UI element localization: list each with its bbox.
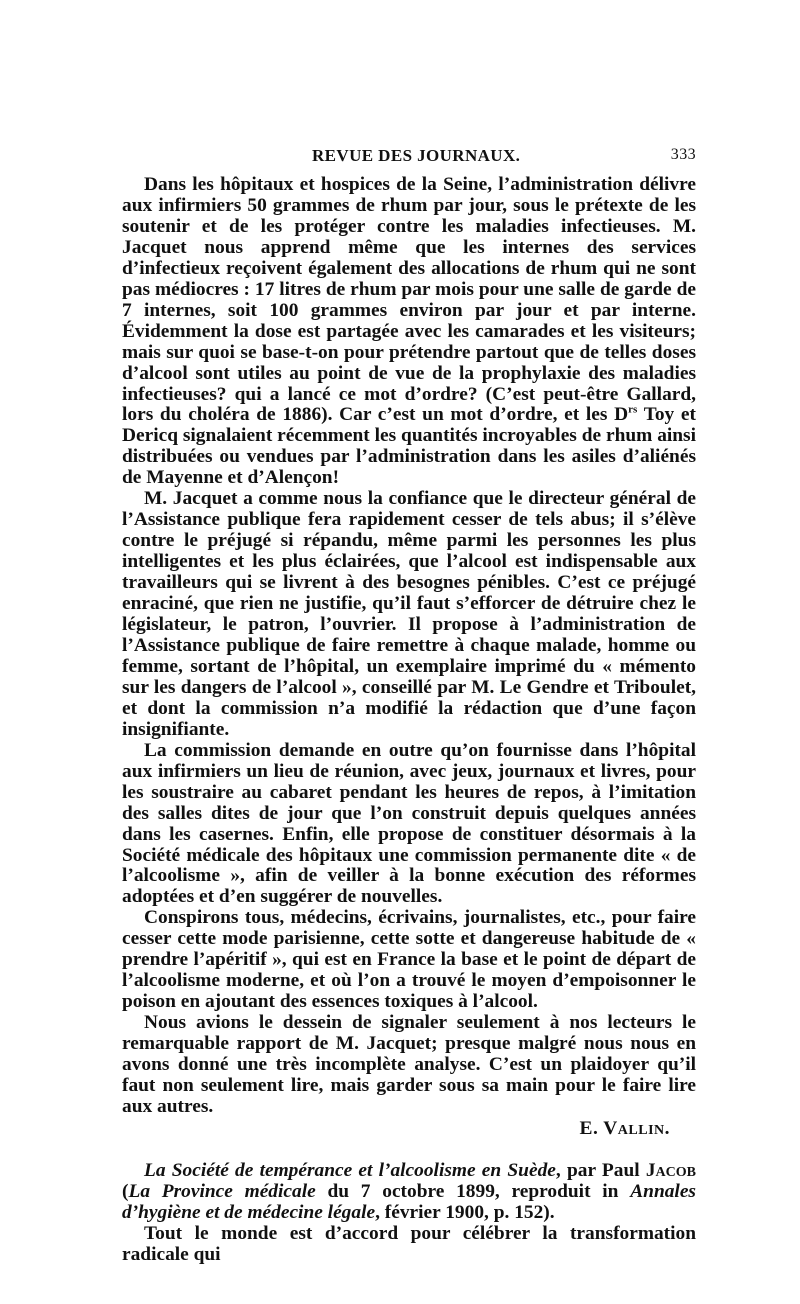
running-title: REVUE DES JOURNAUX. — [312, 146, 521, 165]
reference-entry — [122, 1161, 696, 1224]
doctors-abbrev: D — [614, 404, 629, 426]
paragraph-1-text: Dans les hôpitaux et hospices de la Seine, l’administration délivre aux infirmiers 50 grammes de rhum par jour, sous le prétexte de les soutenir et de les protéger contre les maladies infectieuses. M. Jacquet nous apprend même que les internes des services d’infectieux reçoivent également des allocations de rhum qui ne sont pas médiocres : 17 litres de rhum par mois pour une salle de garde de 7 internes, soit 100 grammes environ par jour et par interne. Évidemment la dose est partagée avec les camarades et les visiteurs; mais sur quoi se base-t-on pour prétendre partout que de telles doses d’alcool sont utiles au point de vue de la prophylaxie des maladies infectieuses? qui a lancé ce mot d’ordre? (C’est peut-être Gallard, lors du choléra de 1886). Car c’est un mot d’ordre, et les — [122, 174, 696, 426]
paragraph-1 — [122, 175, 696, 489]
reference-date: du 7 octobre 1899, reproduit in — [315, 1180, 631, 1202]
signature — [122, 1119, 696, 1140]
reference-author: Jacob — [645, 1159, 697, 1181]
reference-title: La Société de tempérance et l’alcoolisme en Suède — [144, 1159, 556, 1181]
reference-by: , par Paul — [555, 1159, 646, 1181]
reference-journal: La Province médicale — [128, 1180, 316, 1202]
paragraph-5: Nous avions le dessein de signaler seulement à nos lecteurs le remarquable rapport de M. Jacquet; presque malgré nous nous en avons donné une très incomplète analyse. C’est un plaidoyer qu’il faut non seulement lire, mais garder sous sa main pour le faire lire aux autres. — [122, 1012, 696, 1117]
paragraph-2: M. Jacquet a comme nous la confiance que le directeur général de l’Assistance publique fera rapidement cesser de tels abus; il s’élève contre le préjugé si répandu, même parmi les personnes les plus intelligentes et les plus éclairées, que l’alcool est indispensable aux travailleurs qui se livrent à des besognes pénibles. C’est ce préjugé enraciné, que rien ne justifie, qu’il faut s’efforcer de détruire chez le législateur, le patron, l’ouvrier. Il propose à l’administration de l’Assistance publique de faire remettre à chaque malade, homme ou femme, sortant de l’hôpital, un exemplaire imprimé du « mémento sur les dangers de l’alcool », conseillé par M. Le Gendre et Triboulet, et dont la commission n’a modifié la rédaction que d’une façon insignifiante. — [122, 488, 696, 740]
page-header — [122, 143, 696, 169]
doctors-abbrev-sup: rs — [628, 404, 638, 417]
paragraph-6: Tout le monde est d’accord pour célébrer la transformation radicale qui — [122, 1222, 696, 1265]
paragraph-4: Conspirons tous, médecins, écrivains, journalistes, etc., pour faire cesser cette mode parisienne, cette sotte et dangereuse habitude de « prendre l’apéritif », qui est en France la base et le point de départ de l’alcoolisme moderne, et où l’on a trouvé le moyen d’empoisonner le poison en ajoutant des essences toxiques à l’alcool. — [122, 907, 696, 1013]
paragraph-1-end: Toy et Dericq signalaient récemment les quantités incroyables de rhum ainsi distribuées ou vendues par l’administration dans les asiles d’aliénés de Mayenne et d’Alençon! — [122, 404, 696, 489]
reference-journal-2: Annales d’hygiène et de médecine légale — [122, 1180, 696, 1223]
paragraph-3: La commission demande en outre qu’on fournisse dans l’hôpital aux infirmiers un lieu de réunion, avec jeux, journaux et livres, pour les soustraire au cabaret pendant les heures de repos, à l’imitation des salles dites de jour que l’on construit depuis quelques années dans les casernes. Enfin, elle propose de constituer désormais à la Société médicale des hôpitaux une commission permanente dite « de l’alcoolisme », afin de veiller à la bonne exécution des réformes adoptées et d’en suggérer de nouvelles. — [122, 739, 696, 908]
page-number: 333 — [670, 146, 696, 163]
reference-tail: , février 1900, p. 152). — [375, 1201, 555, 1223]
reference-open: ( — [122, 1180, 129, 1202]
article-body — [122, 175, 696, 1266]
signature-text: E. Vallin. — [579, 1117, 670, 1139]
